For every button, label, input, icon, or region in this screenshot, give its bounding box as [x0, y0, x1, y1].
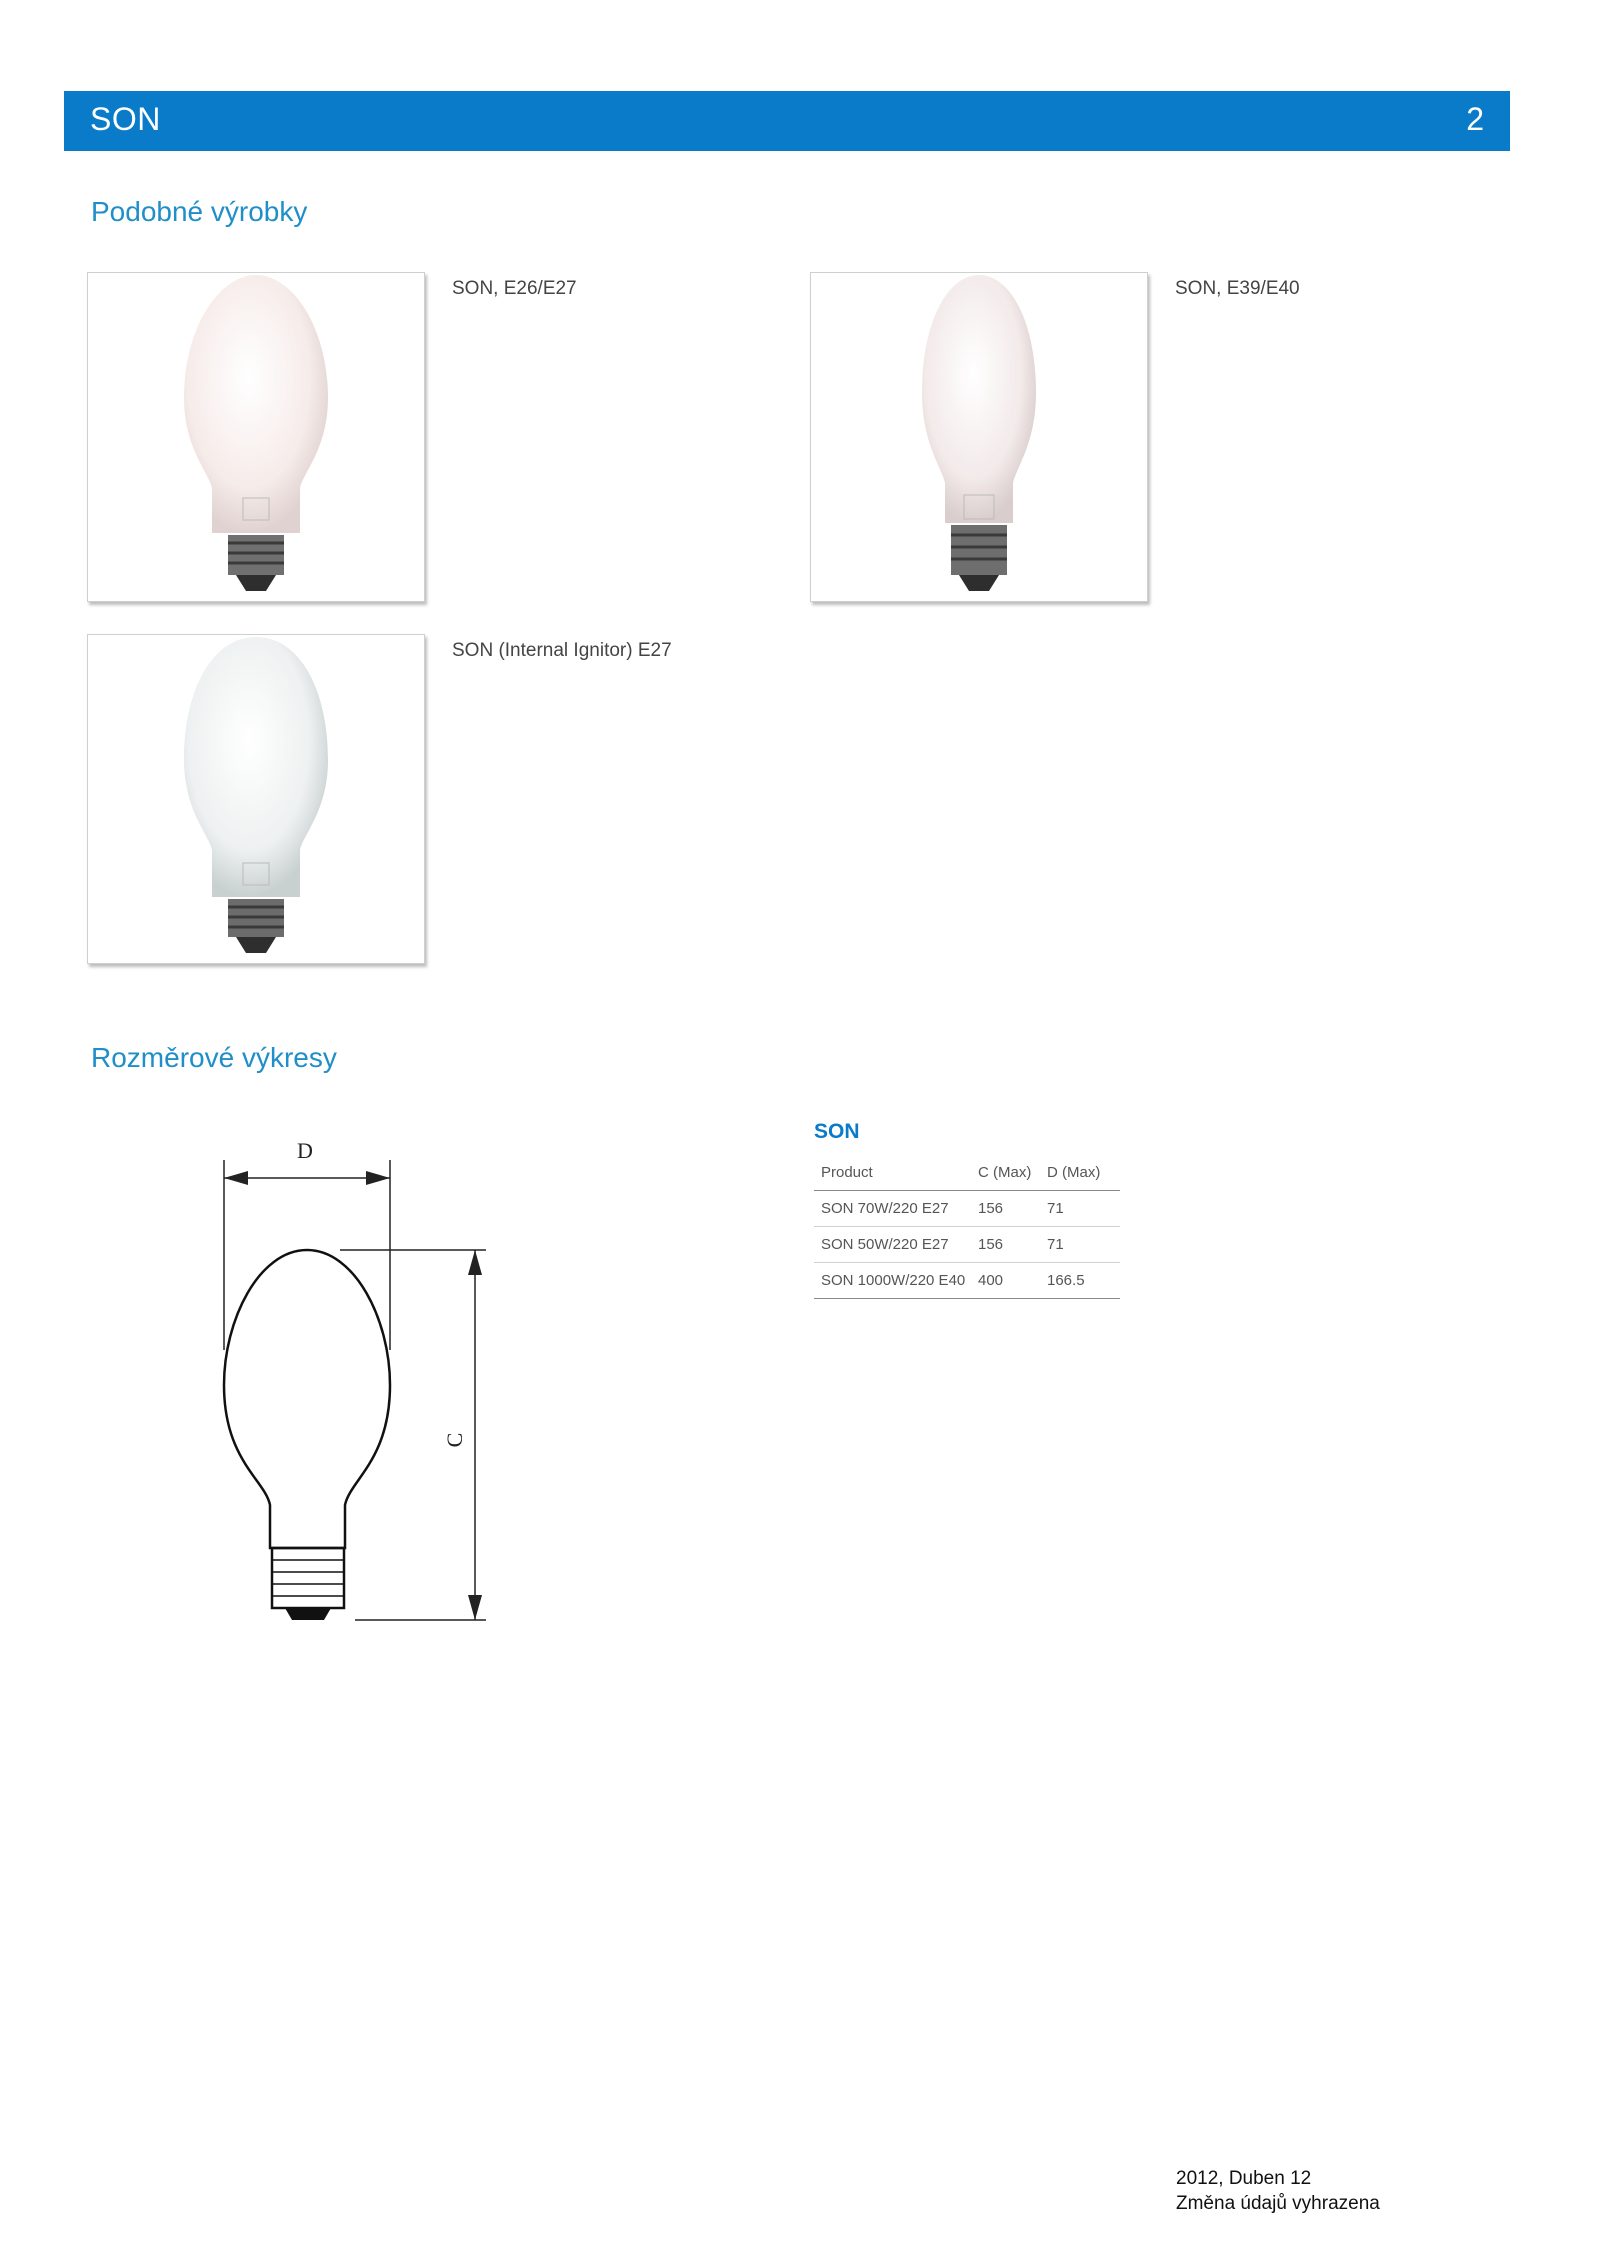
footer	[1176, 2166, 1380, 2216]
bulb-image-icon	[811, 273, 1147, 601]
column-header-c-max: C (Max)	[971, 1154, 1040, 1191]
product-image-internal-ignitor[interactable]	[87, 634, 425, 964]
similar-products-heading: Podobné výrobky	[91, 196, 308, 227]
cell-d-max: 71	[1040, 1227, 1120, 1263]
spec-table-title: SON	[814, 1120, 860, 1143]
column-header-d-max: D (Max)	[1040, 1154, 1120, 1191]
product-label[interactable]: SON (Internal Ignitor) E27	[452, 640, 672, 661]
document-title: SON	[90, 101, 161, 137]
dimension-drawings-heading: Rozměrové výkresy	[91, 1042, 337, 1073]
cell-product: SON 50W/220 E27	[814, 1227, 971, 1263]
product-label[interactable]: SON, E26/E27	[452, 278, 577, 299]
product-image-e26-e27[interactable]	[87, 272, 425, 602]
dimension-label-c: C	[442, 1432, 467, 1448]
footer-date: 2012, Duben 12	[1176, 2168, 1312, 2189]
spec-table	[814, 1154, 1120, 1299]
table-row	[814, 1191, 1120, 1227]
cell-product: SON 1000W/220 E40	[814, 1263, 971, 1299]
product-image-e39-e40[interactable]	[810, 272, 1148, 602]
bulb-image-icon	[88, 273, 424, 601]
cell-d-max: 166.5	[1040, 1263, 1120, 1299]
dimension-drawing	[200, 1130, 500, 1635]
column-header-product: Product	[814, 1154, 971, 1191]
dimension-label-d: D	[297, 1138, 313, 1163]
cell-c-max: 400	[971, 1263, 1040, 1299]
page-number: 2	[1466, 101, 1484, 137]
product-label[interactable]: SON, E39/E40	[1175, 278, 1300, 299]
footer-notice: Změna údajů vyhrazena	[1176, 2193, 1380, 2214]
cell-c-max: 156	[971, 1227, 1040, 1263]
header-bar	[64, 91, 1510, 151]
table-row	[814, 1227, 1120, 1263]
cell-c-max: 156	[971, 1191, 1040, 1227]
cell-d-max: 71	[1040, 1191, 1120, 1227]
table-row	[814, 1263, 1120, 1299]
cell-product: SON 70W/220 E27	[814, 1191, 971, 1227]
bulb-image-icon	[88, 635, 424, 963]
